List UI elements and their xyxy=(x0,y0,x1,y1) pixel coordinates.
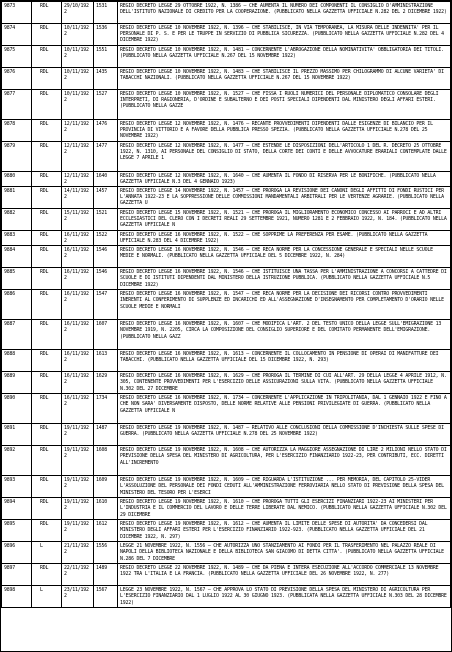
record-number: 9897 xyxy=(2,564,32,586)
record-description: REGIO DECRETO LEGGE 12 NOVEMBRE 1922, N. 1477 – CHE ESTENDE LE DISPOSIZIONI DELL'ARTICOLO 1 DEL R. DECRETO 25 OTTOBRE 1922, N. 1310, AI PERSONALE DEL CONSIGLIO DI STATO, DELLA CORTE DEI CONTI E DELLE AVVOCATURE ERARIALI CONTEMPLATE DALLE LEGGE 7 APRILE 1 xyxy=(118,142,451,172)
table-row xyxy=(2,542,451,564)
record-number: 9873 xyxy=(2,2,32,24)
table-row xyxy=(2,320,451,350)
table-row xyxy=(2,187,451,209)
table-row xyxy=(2,68,451,90)
table-row xyxy=(2,172,451,187)
record-code: 1547 xyxy=(94,290,118,320)
record-date: 21/11/1922 xyxy=(62,542,94,564)
record-description: REGIO DECRETO LEGGE 10 NOVEMBRE 1922, N. 1481 – CONCERNENTE L'ABROGAZIONE DELLA NOMINATIVITA' OBBLIGATORIA DEI TITOLI. (PUBBLICATO NELLA GAZZETTA UFFICIALE N.267 DEL 15 NOVEMBRE 1922) xyxy=(118,46,451,68)
record-type: RDL xyxy=(32,372,62,394)
record-date: 19/11/1922 xyxy=(62,424,94,446)
table-row xyxy=(2,498,451,520)
record-description: REGIO DECRETO LEGGE 16 NOVEMBRE 1922, N. 1547 – CHE RECA NORME PER LA DECISIONE DEI RICORSI CONTRO PROVVEDIMENTI INERENTI AL CONFERIMENTO DI SUPPLENZE ED INCARICHI ED ALL'ASSEGNAZIONE D'INSEGNAMENTO PER COMPLETAMENTO D'ORARIO NELLE SCUOLE MEDIE E NORMALI xyxy=(118,290,451,320)
record-description: REGIO DECRETO LEGGE 29 OTTOBRE 1922, N. 1386 – CHE AUMENTA IL NUMERO DEI COMPONENTI IL CONSIGLIO D'AMMINISTRAZIONE DELL'ISTITUTO NAZIONALE DI CREDITO PER LA COOPERAZIONE. (PUBBLICATO NELLA GAZZETTA UFFICIALE N.282 DEL 2 DICEMBRE 1922) xyxy=(118,2,451,24)
record-code: 1522 xyxy=(94,231,118,246)
table-row xyxy=(2,24,451,46)
record-date: 16/11/1922 xyxy=(62,268,94,290)
record-number: 9881 xyxy=(2,187,32,209)
record-description: REGIO DECRETO LEGGE 16 NOVEMBRE 1922, N. 1546 – CHE RECA NORME PER LA CONCESSIONE GENERALE E SPECIALI NELLE SCUOLE MEDIE E NORMALI. (PUBBLICATO NELLA GAZZETTA UFFICIALE DEL 5 DICEMBRE 1922, N. 284) xyxy=(118,246,451,268)
record-code: 1613 xyxy=(94,350,118,372)
record-date: 19/11/1922 xyxy=(62,520,94,542)
record-type: RDL xyxy=(32,90,62,120)
record-number: 9882 xyxy=(2,209,32,231)
record-date: 10/11/1922 xyxy=(62,90,94,120)
record-number: 9879 xyxy=(2,142,32,172)
table-row xyxy=(2,446,451,476)
record-code: 1435 xyxy=(94,68,118,90)
record-description: REGIO DECRETO LEGGE 16 NOVEMBRE 1922, N. 1546 – CHE ISTITUISCE UNA TASSA PER L'AMMINISTRAZIONE A CONCORSI A CATTEDRE DI SCUOLE E DI ISTITUTI DIPENDENTI DAL MINISTERO DELLA ISTRUZIONE PUBBLICA. (PUBBLICATO NELLA GAZZETTA UFFICIALE N.5 DICEMBRE 1922) xyxy=(118,268,451,290)
record-code: 1489 xyxy=(94,564,118,586)
record-type: RDL xyxy=(32,142,62,172)
record-code: 1487 xyxy=(94,424,118,446)
record-number: 9874 xyxy=(2,24,32,46)
record-number: 9895 xyxy=(2,520,32,542)
record-date: 16/11/1922 xyxy=(62,290,94,320)
record-description: REGIO DECRETO LEGGE 19 NOVEMBRE 1922, N. 1487 – RELATIVO ALLE CONCLUSIONI DELLA COMMISSIONE D'INCHIESTA SULLE SPESE DI GUERRA. (PUBBLICATO NELLA GAZZETTA UFFICIALE N.278 DEL 25 NOVEMBRE 1922) xyxy=(118,424,451,446)
record-description: REGIO DECRETO LEGGE 16 NOVEMBRE 1922, N. 1607 – CHE MODIFICA L'ART. 2 DEL TESTO UNICO DELLA LEGGE SULL'EMIGRAZIONE 13 NOVEMBRE 1919, N. 2205, CIRCA LA COMPOSIZIONE DEL CONSIGLIO SUPERIORE E DEL COMITATO PERMANENTE DELL'EMIGRAZIONE. (PUBBLICATO NELLA GAZZ xyxy=(118,320,451,350)
record-description: REGIO DECRETO LEGGE 12 NOVEMBRE 1922, N. 1476 – RECANTE PROVVEDIMENTI DIPENDENTI DALLE ESIGENZE DI BILANCIO PER IL PROVINCIA DI VITTORIO E A FAVORE DELLA PUBBLICA PRESSO SPEZIA. (PUBBLICATO NELLA GAZZETTA UFFICIALE N.278 DEL 25 NOVEMBRE 1922) xyxy=(118,120,451,142)
table-row xyxy=(2,564,451,586)
record-description: REGIO DECRETO LEGGE 14 NOVEMBRE 1922, N. 1457 – CHE PROROGA LA REVISIONE DEI CANONI DEGLI AFFITTI DI FONDI RUSTICI PER L'ANNATA 1922-23 E LA SOPPRESSIONE DELLE COMMISSIONI MANDAMENTALI ARBITRALI PER LE VERTENZE AGRARIE. (PUBBLICATO NELLA GAZZETTA U xyxy=(118,187,451,209)
record-date: 16/11/1922 xyxy=(62,231,94,246)
record-description: LEGGE 21 NOVEMBRE 1922, N. 1556 – CHE AUTORIZZA UNO STANZIAMENTO AI FONDI PER IL TRASFERIMENTO NEL PALAZZO REALE DI NAPOLI DELLA BIBLIOTECA NAZIONALE E DELLA BIBLIOTECA SAN GIACOMO DI DETTA CITTA'. (PUBBLICATO NELLA GAZZETTA UFFICIALE N.286 DEL 7 DICEMBRE xyxy=(118,542,451,564)
record-date: 12/11/1922 xyxy=(62,172,94,187)
record-description: LEGGE 23 NOVEMBRE 1922, N. 1567 – CHE APPROVA LO STATO DI PREVISIONE DELLA SPESA DEL MINISTERO DI AGRICOLTURA PER L'ESERCIZIO FINANZIARIO DAL 1 LUGLIO 1922 AL 30 GIUGNO 1923. (PUBBLICATA NELLA GAZZETTA UFFICIALE N.303 DEL 28 DICEMBRE 1922) xyxy=(118,586,451,608)
record-number: 9884 xyxy=(2,246,32,268)
record-number: 9889 xyxy=(2,372,32,394)
record-number: 9883 xyxy=(2,231,32,246)
record-date: 29/10/1922 xyxy=(62,2,94,24)
record-type: RDL xyxy=(32,2,62,24)
record-number: 9885 xyxy=(2,268,32,290)
record-date: 16/11/1922 xyxy=(62,350,94,372)
record-number: 9893 xyxy=(2,476,32,498)
record-type: RDL xyxy=(32,424,62,446)
record-date: 19/11/1922 xyxy=(62,498,94,520)
table-row xyxy=(2,2,451,24)
record-number: 9877 xyxy=(2,90,32,120)
record-description: REGIO DECRETO LEGGE 16 NOVEMBRE 1922, N. 1522 – CHE SOPPRIME LA PREFERENZA PER ESAME. (PUBBLICATO NELLA GAZZETTA UFFICIALE N.283 DEL 4 DICEMBRE 1922) xyxy=(118,231,451,246)
record-description: REGIO DECRETO LEGGE 22 NOVEMBRE 1922, N. 1489 – CHE DA PIENA E INTERA ESECUZIONE ALL'ACCORDO COMMERCIALE 13 NOVEMBRE 1922 TRA L'ITALIA E LA FRANCIA. (PUBBLICATO NELLA GAZZETTA UFFICIALE DEL 26 NOVEMBRE 1922, N. 277) xyxy=(118,564,451,586)
record-date: 22/11/1922 xyxy=(62,564,94,586)
record-type: RDL xyxy=(32,476,62,498)
record-date: 10/11/1922 xyxy=(62,24,94,46)
record-type: RDL xyxy=(32,68,62,90)
record-code: 1612 xyxy=(94,520,118,542)
record-code: 1531 xyxy=(94,2,118,24)
record-code: 1640 xyxy=(94,172,118,187)
record-number: 9890 xyxy=(2,394,32,424)
record-date: 16/11/1922 xyxy=(62,246,94,268)
record-code: 1610 xyxy=(94,498,118,520)
record-code: 1629 xyxy=(94,372,118,394)
record-number: 9891 xyxy=(2,424,32,446)
record-description: REGIO DECRETO LEGGE 19 NOVEMBRE 1922, N. 1608 – CHE AUTORIZZA LA MAGGIORE ASSEGNAZIONE DI LIRE 2 MILIONI NELLO STATO DI PREVISIONE DELLA SPESA DEL MINISTERO DI AGRICOLTURA, PER L'ESERCIZIO FINANZIARIO 1922-23, PER CONTRIBUTI, ECC. DIRETTI ALL'INCREMENTO xyxy=(118,446,451,476)
record-description: REGIO DECRETO LEGGE 12 NOVEMBRE 1922, N. 1640 – CHE AUMENTA IL FONDO DI RISERVA PER LE BONIFICHE. (PUBBLICATO NELLA GAZZETTA UFFICIALE N.3 DEL 4 GENNAIO 1923) xyxy=(118,172,451,187)
record-date: 12/11/1922 xyxy=(62,120,94,142)
record-date: 12/11/1922 xyxy=(62,142,94,172)
record-description: REGIO DECRETO LEGGE 15 NOVEMBRE 1922, N. 1521 – CHE PROROGA IL MIGLIORAMENTO ECONOMICO CONCESSO AI PARROCI E AD ALTRI ECCLESIASTICI DEL CLERO CON I DECRETI REALI 29 SETTEMBRE 1921, NUMERO 1281 E 2 FEBBRAIO 1922, N. 184. (PUBBLICATO NELLA GAZZETTA UFFICIALE N xyxy=(118,209,451,231)
record-description: REGIO DECRETO LEGGE 10 NOVEMBRE 1922, N. 1483 – CHE STABILISCE IL PREZZO MASSIMO PER CHILOGRAMMO DI ALCUNE VARIETA' DI TABACCHI NAZIONALI. (PUBBLICATO NELLA GAZZETTA UFFICIALE N.267 DEL 15 NOVEMBRE 1922) xyxy=(118,68,451,90)
table-row xyxy=(2,290,451,320)
record-type: RDL xyxy=(32,187,62,209)
record-description: REGIO DECRETO LEGGE 19 NOVEMBRE 1922, N. 1609 – CHE RIGUARDA L'ISTITUZIONE ... PER MEMORIA, DEL CAPITOLO 25-VIDER L'ASSOLUZIONE DEL PERSONALE DEI FONDI CEDUTI ALL'AMMINISTRAZIONE FERROVIARIA NELLO STATO DI PREVISIONE DELLA SPESA DEL MINISTERO DEL TESORO PER L'ESERCI xyxy=(118,476,451,498)
table-row xyxy=(2,142,451,172)
record-type: L xyxy=(32,586,62,608)
record-code: 1546 xyxy=(94,268,118,290)
table-row xyxy=(2,394,451,424)
table-row xyxy=(2,46,451,68)
record-code: 1608 xyxy=(94,446,118,476)
record-type: RDL xyxy=(32,498,62,520)
table-row xyxy=(2,231,451,246)
record-date: 16/11/1922 xyxy=(62,394,94,424)
record-date: 10/11/1922 xyxy=(62,68,94,90)
legislation-register-table xyxy=(1,1,451,608)
record-number: 9880 xyxy=(2,172,32,187)
record-number: 9894 xyxy=(2,498,32,520)
record-type: RDL xyxy=(32,290,62,320)
record-description: REGIO DECRETO LEGGE 16 NOVEMBRE 1922, N. 1629 – CHE PROROGA IL TERMINE DI CUI ALL'ART. 29 DELLA LEGGE 4 APRILE 1912, N. 305, CONTENENTE PROVVEDIMENTI PER L'ESERCIZIO DELLE ASSICURAZIONI SULLA VITA. (PUBBLICATO NELLA GAZZETTA UFFICIALE N.302 DEL 27 DICEMBRE xyxy=(118,372,451,394)
table-row xyxy=(2,268,451,290)
record-number: 9886 xyxy=(2,290,32,320)
record-number: 9887 xyxy=(2,320,32,350)
table-row xyxy=(2,520,451,542)
record-description: REGIO DECRETO LEGGE 16 NOVEMBRE 1922, N. 1613 – CONCERNENTE IL COLLOCAMENTO IN PENSIONE DI OPERAI DI MANIFATTURE DEI TABACCHI. (PUBBLICATO NELLA GAZZETTA UFFICIALE DEL 15 DICEMBRE 1922, N. 293) xyxy=(118,350,451,372)
record-type: RDL xyxy=(32,209,62,231)
record-type: RDL xyxy=(32,446,62,476)
record-description: REGIO DECRETO LEGGE 10 NOVEMBRE 1922, N. 1527 – CHE FISSA I RUOLI NUMERICI DEL PERSONALE DIPLOMATICO CONSOLARE DEGLI INTERPRETI, DI RAGIONERIA, D'ORDINE E SUBALTERNO E DEI POSTI SPECIALI DIPENDENTI DAL MINISTERO DEGLI AFFARI ESTERI. (PUBBLICATO NELLA GAZZE xyxy=(118,90,451,120)
record-type: RDL xyxy=(32,268,62,290)
record-description: REGIO DECRETO LEGGE 19 NOVEMBRE 1922, N. 1612 – CHE AUMENTA IL LIMITE DELLE SPESE DI AUTORITA' DA CONCEDERSI DAL MINISTERO DEGLI AFFARI ESTERI PER L'ESERCIZIO FINANZIARIO 1922-923. (PUBBLICATO NELLA GAZZETTA UFFICIALE DEL 21 DICEMBRE 1922, N. 297) xyxy=(118,520,451,542)
record-date: 10/11/1922 xyxy=(62,46,94,68)
record-number: 9878 xyxy=(2,120,32,142)
record-date: 19/11/1922 xyxy=(62,446,94,476)
record-code: 1607 xyxy=(94,320,118,350)
record-date: 15/11/1922 xyxy=(62,209,94,231)
record-code: 1476 xyxy=(94,120,118,142)
record-date: 16/11/1922 xyxy=(62,320,94,350)
record-code: 1536 xyxy=(94,24,118,46)
record-code: 1457 xyxy=(94,187,118,209)
table-row xyxy=(2,90,451,120)
record-type: RDL xyxy=(32,120,62,142)
table-row xyxy=(2,372,451,394)
record-code: 1734 xyxy=(94,394,118,424)
record-description: REGIO DECRETO LEGGE 19 NOVEMBRE 1922, N. 1610 – CHE PROROGA TUTTI GLI ESERCIZI FINANZIARI 1922-23 AI MINISTERI PER L'INDUSTRIA E IL COMMERCIO DEL LAVORO E DELLE TERRE LIBERATE DAL NEMICO. (PUBBLICATO NELLA GAZZETTA UFFICIALE N.302 DEL 29 DICEMBRE xyxy=(118,498,451,520)
table-row xyxy=(2,476,451,498)
record-type: RDL xyxy=(32,520,62,542)
record-number: 9896 xyxy=(2,542,32,564)
record-type: RDL xyxy=(32,46,62,68)
record-number: 9898 xyxy=(2,586,32,608)
record-type: RDL xyxy=(32,350,62,372)
record-description: REGIO DECRETO LEGGE 16 NOVEMBRE 1922, N. 1734 – CONCERNENTE L'APPLICAZIONE IN TRIPOLITANIA, DAL 1 GENNAIO 1922 E FINO A CHE NON SARA' DIVERSAMENTE DISPOSTO, DELLE NORME RELATIVE ALLE PENSIONI PRIVILEGIATE DI GUERRA. (PUBBLICATO NELLA GAZZETTA UFFICIALE N xyxy=(118,394,451,424)
record-description: REGIO DECRETO LEGGE 10 NOVEMBRE 1922, N. 1396 – CHE STABILISCE, IN VIA TEMPORANEA, LA MISURA DELLE INDENNITA' PER IL PERSONALE DI P. S. E PER LE TRUPPE IN SERVIZIO DI PUBBLICA SICUREZZA. (PUBBLICATO NELLA GAZZETTA UFFICIALE N.282 DEL 4 DICEMBRE 1922) xyxy=(118,24,451,46)
record-code: 1477 xyxy=(94,142,118,172)
record-type: RDL xyxy=(32,394,62,424)
record-type: RDL xyxy=(32,172,62,187)
record-type: RDL xyxy=(32,320,62,350)
record-type: RDL xyxy=(32,231,62,246)
record-type: RDL xyxy=(32,24,62,46)
record-date: 16/11/1922 xyxy=(62,372,94,394)
table-row xyxy=(2,209,451,231)
record-code: 1527 xyxy=(94,90,118,120)
record-number: 9875 xyxy=(2,46,32,68)
record-code: 1551 xyxy=(94,46,118,68)
table-row xyxy=(2,586,451,608)
table-row xyxy=(2,246,451,268)
record-code: 1521 xyxy=(94,209,118,231)
table-row xyxy=(2,350,451,372)
record-type: RDL xyxy=(32,564,62,586)
record-code: 1546 xyxy=(94,246,118,268)
record-number: 9892 xyxy=(2,446,32,476)
record-code: 1556 xyxy=(94,542,118,564)
record-type: RDL xyxy=(32,246,62,268)
record-date: 23/11/1922 xyxy=(62,586,94,608)
record-code: 1609 xyxy=(94,476,118,498)
record-number: 9888 xyxy=(2,350,32,372)
record-date: 14/11/1922 xyxy=(62,187,94,209)
table-row xyxy=(2,120,451,142)
table-row xyxy=(2,424,451,446)
record-type: L xyxy=(32,542,62,564)
record-number: 9876 xyxy=(2,68,32,90)
register-rows xyxy=(2,2,451,608)
record-code: 1567 xyxy=(94,586,118,608)
record-date: 19/11/1922 xyxy=(62,476,94,498)
